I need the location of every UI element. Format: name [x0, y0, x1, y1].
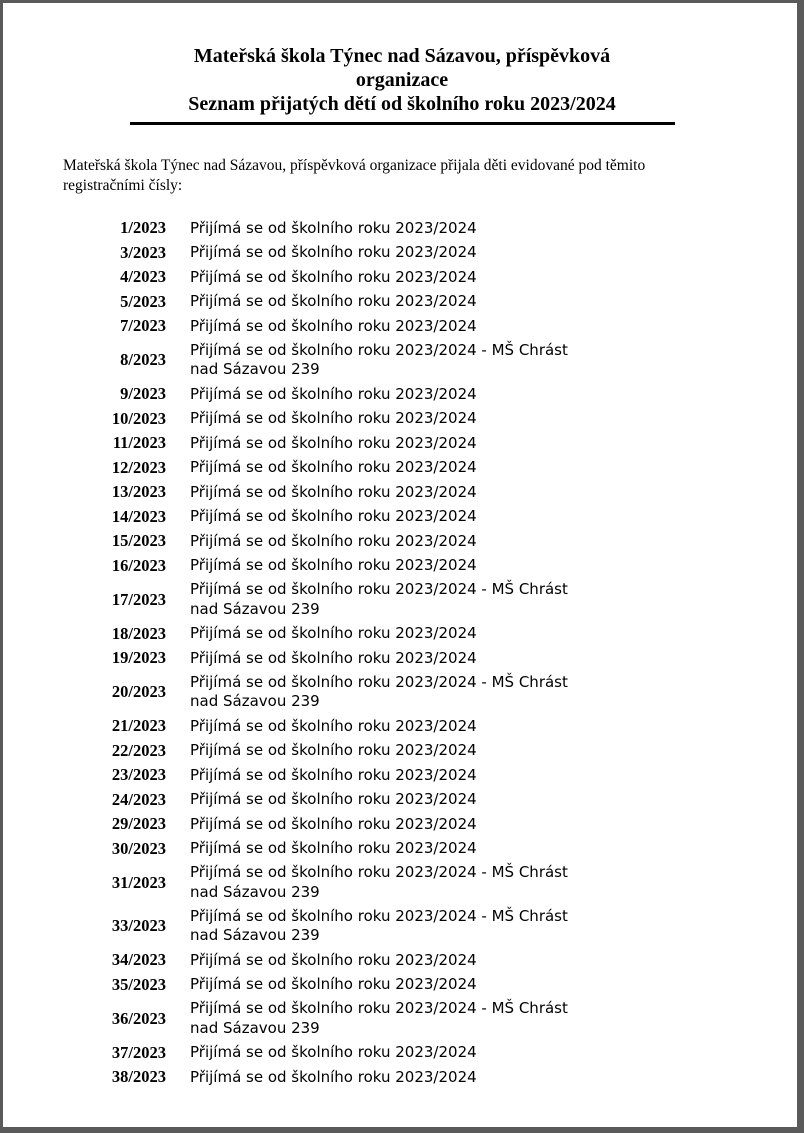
list-item	[80, 997, 600, 1041]
admission-status: Přijímá se od školního roku 2023/2024	[190, 839, 477, 857]
admission-status: Přijímá se od školního roku 2023/2024	[190, 790, 477, 808]
admission-status: Přijímá se od školního roku 2023/2024	[190, 975, 477, 993]
admission-status: Přijímá se od školního roku 2023/2024	[190, 741, 477, 759]
admission-status: Přijímá se od školního roku 2023/2024 - MŠ Chrást nad Sázavou 239	[190, 999, 568, 1037]
list-item	[80, 812, 600, 837]
admission-status: Přijímá se od školního roku 2023/2024 - MŠ Chrást nad Sázavou 239	[190, 863, 568, 901]
list-item	[80, 407, 600, 432]
registration-number: 21/2023	[111, 716, 166, 736]
registration-number: 36/2023	[111, 1008, 166, 1028]
admission-status: Přijímá se od školního roku 2023/2024	[190, 814, 477, 833]
list-item	[80, 314, 600, 339]
list-item	[80, 578, 600, 622]
admission-status: Přijímá se od školního roku 2023/2024 - MŠ Chrást nad Sázavou 239	[190, 580, 568, 618]
registration-number: 34/2023	[111, 950, 166, 970]
admission-status: Přijímá se od školního roku 2023/2024	[190, 292, 477, 310]
list-item	[80, 763, 600, 788]
registration-number: 23/2023	[111, 765, 166, 785]
list-item	[80, 622, 600, 647]
list-item	[80, 431, 600, 456]
list-item	[80, 948, 600, 973]
admission-status: Přijímá se od školního roku 2023/2024	[190, 218, 477, 237]
list-item	[80, 973, 600, 998]
registration-number: 37/2023	[111, 1042, 166, 1062]
admission-status: Přijímá se od školního roku 2023/2024	[190, 458, 477, 476]
admission-status: Přijímá se od školního roku 2023/2024	[190, 950, 477, 969]
list-item	[80, 837, 600, 862]
admission-status: Přijímá se od školního roku 2023/2024	[190, 531, 477, 550]
admission-status: Přijímá se od školního roku 2023/2024	[190, 482, 477, 501]
list-item	[80, 456, 600, 481]
registration-number: 1/2023	[120, 218, 166, 238]
list-item	[80, 529, 600, 554]
list-item	[80, 861, 600, 905]
admission-status: Přijímá se od školního roku 2023/2024	[190, 433, 477, 452]
admission-status: Přijímá se od školního roku 2023/2024	[190, 716, 477, 735]
list-item	[80, 739, 600, 764]
registration-number: 24/2023	[111, 789, 166, 809]
admission-status: Přijímá se od školního roku 2023/2024	[190, 243, 477, 261]
admission-status: Přijímá se od školního roku 2023/2024 - MŠ Chrást nad Sázavou 239	[190, 340, 568, 379]
registration-number: 14/2023	[111, 506, 166, 526]
list-item	[80, 241, 600, 266]
school-name-title-continued: organizace	[355, 69, 449, 91]
registration-number: 29/2023	[111, 814, 166, 834]
registration-number: 8/2023	[120, 350, 166, 370]
list-item	[80, 216, 600, 241]
admission-status: Přijímá se od školního roku 2023/2024	[190, 1067, 477, 1086]
registration-number: 5/2023	[120, 291, 166, 311]
admission-status: Přijímá se od školního roku 2023/2024	[190, 648, 477, 667]
school-name-title: Mateřská škola Týnec nad Sázavou, příspěvková	[193, 45, 611, 67]
registration-number: 11/2023	[112, 433, 166, 453]
document-subtitle: Seznam přijatých dětí od školního roku 2023/2024	[188, 93, 616, 115]
list-item	[80, 905, 600, 949]
admission-status: Přijímá se od školního roku 2023/2024	[190, 556, 477, 574]
admission-status: Přijímá se od školního roku 2023/2024	[190, 1043, 477, 1061]
list-item	[80, 480, 600, 505]
registration-number: 4/2023	[120, 267, 166, 287]
list-item	[80, 265, 600, 290]
registration-number: 16/2023	[111, 555, 166, 575]
admission-status: Přijímá se od školního roku 2023/2024	[190, 507, 477, 525]
registration-number: 22/2023	[111, 740, 166, 760]
registration-number: 38/2023	[111, 1067, 166, 1087]
list-item	[80, 554, 600, 579]
admission-status: Přijímá se od školního roku 2023/2024	[190, 409, 477, 427]
list-item	[80, 671, 600, 715]
registration-number: 3/2023	[120, 242, 166, 262]
registration-number: 18/2023	[111, 623, 166, 643]
registration-number: 33/2023	[111, 916, 166, 936]
registration-number: 31/2023	[111, 872, 166, 892]
admission-status: Přijímá se od školního roku 2023/2024	[190, 765, 477, 784]
admission-status: Přijímá se od školního roku 2023/2024 - MŠ Chrást nad Sázavou 239	[190, 672, 568, 711]
admission-status: Přijímá se od školního roku 2023/2024	[190, 384, 477, 403]
admitted-children-list	[80, 216, 600, 1090]
registration-number: 19/2023	[111, 648, 166, 668]
registration-number: 12/2023	[111, 457, 166, 477]
registration-number: 17/2023	[111, 589, 166, 609]
list-item	[80, 788, 600, 813]
admission-status: Přijímá se od školního roku 2023/2024 - MŠ Chrást nad Sázavou 239	[190, 906, 568, 945]
list-item	[80, 714, 600, 739]
list-item	[80, 1065, 600, 1090]
list-item	[80, 1041, 600, 1066]
registration-number: 13/2023	[111, 482, 166, 502]
list-item	[80, 505, 600, 530]
registration-number: 15/2023	[111, 531, 166, 551]
registration-number: 20/2023	[111, 682, 166, 702]
title-underline	[130, 122, 675, 125]
admission-status: Přijímá se od školního roku 2023/2024	[190, 316, 477, 335]
list-item	[80, 290, 600, 315]
intro-paragraph: Mateřská škola Týnec nad Sázavou, příspěvková organizace přijala děti evidované pod těmito registračními čísly:	[63, 157, 646, 194]
admission-status: Přijímá se od školního roku 2023/2024	[190, 624, 477, 642]
registration-number: 9/2023	[120, 384, 166, 404]
registration-number: 30/2023	[111, 838, 166, 858]
registration-number: 10/2023	[111, 408, 166, 428]
registration-number: 35/2023	[111, 974, 166, 994]
document-header	[0, 44, 804, 116]
admission-status: Přijímá se od školního roku 2023/2024	[190, 267, 477, 286]
registration-number: 7/2023	[120, 316, 166, 336]
list-item	[80, 382, 600, 407]
list-item	[80, 646, 600, 671]
list-item	[80, 339, 600, 383]
